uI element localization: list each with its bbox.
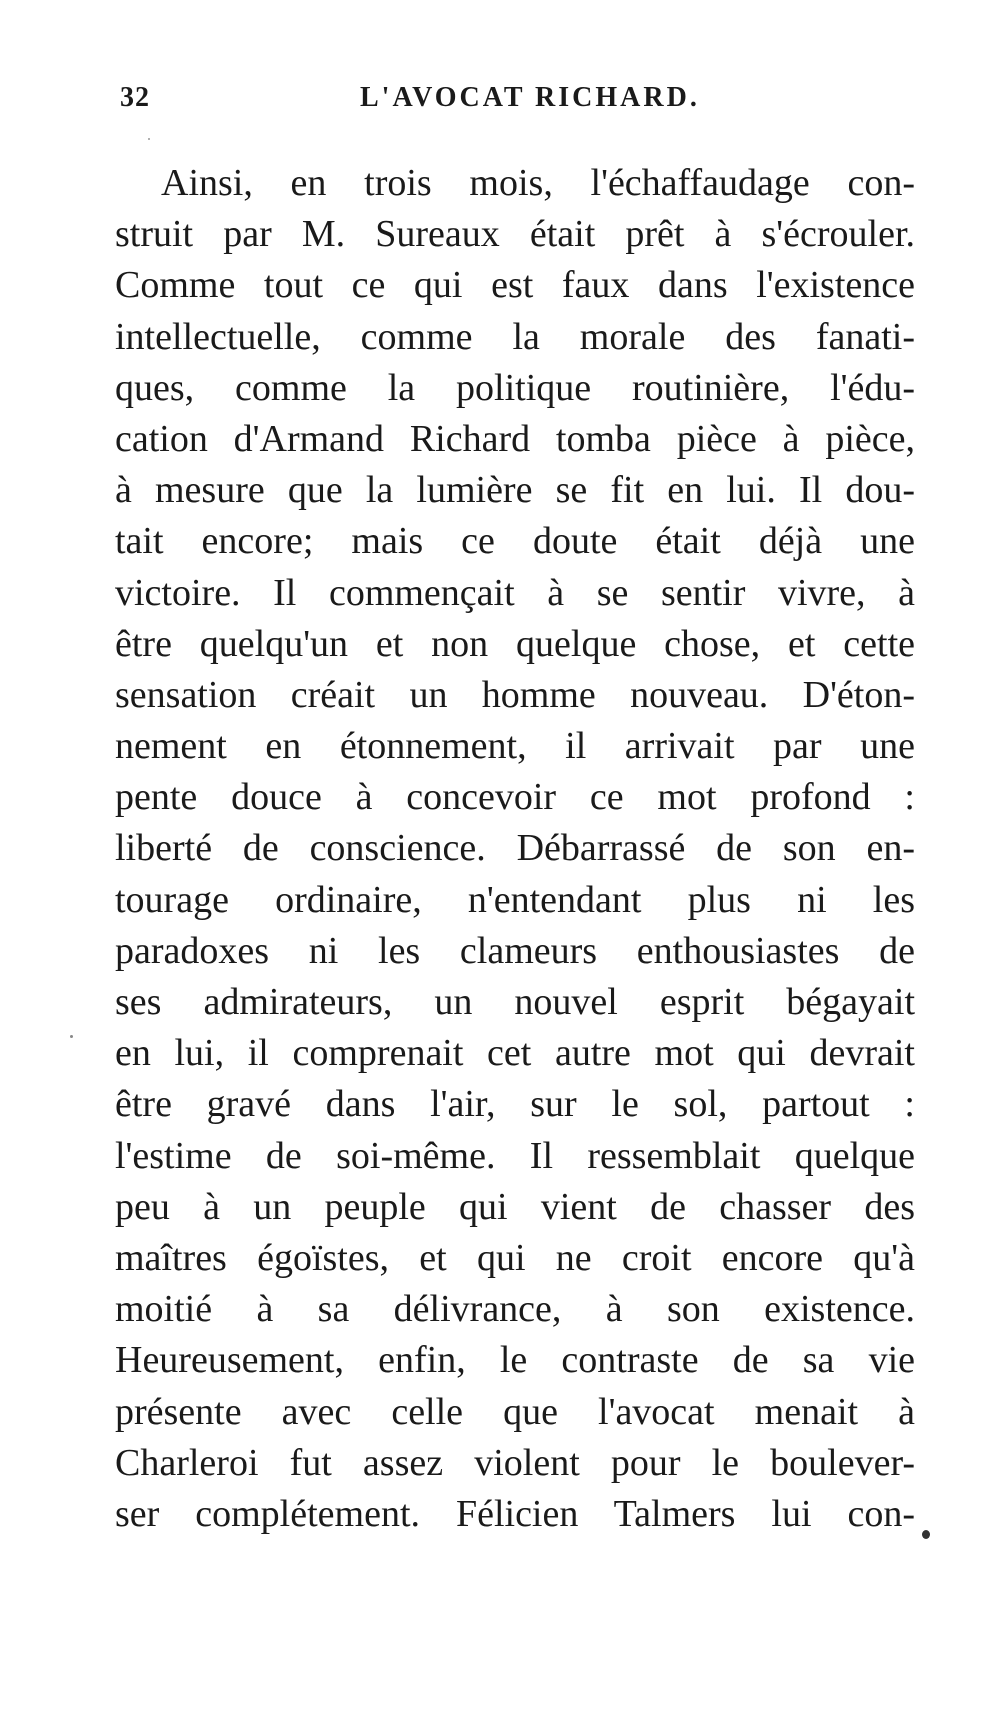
text-line: paradoxes ni les clameurs enthousiastes de: [115, 929, 915, 972]
text-line: l'estime de soi-même. Il ressemblait quelque: [115, 1134, 915, 1177]
text-line: Charleroi fut assez violent pour le boulever-: [115, 1441, 915, 1484]
text-line: victoire. Il commençait à se sentir vivre, à: [115, 571, 915, 614]
text-line: ser complétement. Félicien Talmers lui con-: [115, 1492, 915, 1535]
text-line: sensation créait un homme nouveau. D'éton-: [115, 673, 915, 716]
text-line: intellectuelle, comme la morale des fanati-: [115, 315, 915, 358]
text-line: struit par M. Sureaux était prêt à s'écrouler.: [115, 213, 915, 256]
text-line: maîtres égoïstes, et qui ne croit encore qu'à: [115, 1236, 915, 1279]
text-line: liberté de conscience. Débarrassé de son en-: [115, 827, 915, 870]
text-line: tourage ordinaire, n'entendant plus ni les: [115, 878, 915, 921]
text-line: peu à un peuple qui vient de chasser des: [115, 1185, 915, 1228]
text-line: Heureusement, enfin, le contraste de sa vie: [115, 1339, 915, 1382]
text-line: Ainsi, en trois mois, l'échaffaudage con-: [161, 162, 915, 204]
text-line: Comme tout ce qui est faux dans l'existence: [115, 264, 915, 307]
ink-speck: [922, 1530, 930, 1539]
ink-speck: [148, 138, 150, 140]
text-line: cation d'Armand Richard tomba pièce à pièce,: [115, 417, 915, 460]
text-line: pente douce à concevoir ce mot profond :: [115, 776, 915, 819]
text-line: en lui, il comprenait cet autre mot qui devrait: [115, 1032, 915, 1075]
text-line: moitié à sa délivrance, à son existence.: [115, 1288, 915, 1331]
text-line: être gravé dans l'air, sur le sol, partout :: [115, 1083, 915, 1126]
text-line: à mesure que la lumière se fit en lui. Il dou-: [115, 469, 915, 512]
text-line: être quelqu'un et non quelque chose, et cette: [115, 622, 915, 665]
page-number: 32: [120, 82, 150, 113]
text-line: ses admirateurs, un nouvel esprit bégayait: [115, 981, 915, 1023]
body-text: [115, 158, 915, 1540]
text-line: nement en étonnement, il arrivait par une: [115, 725, 915, 768]
text-line: présente avec celle que l'avocat menait à: [115, 1390, 915, 1433]
running-title: L'AVOCAT RICHARD.: [360, 82, 700, 113]
text-line: tait encore; mais ce doute était déjà une: [115, 520, 915, 563]
ink-speck: [70, 1035, 73, 1038]
text-line: ques, comme la politique routinière, l'édu-: [115, 366, 915, 409]
